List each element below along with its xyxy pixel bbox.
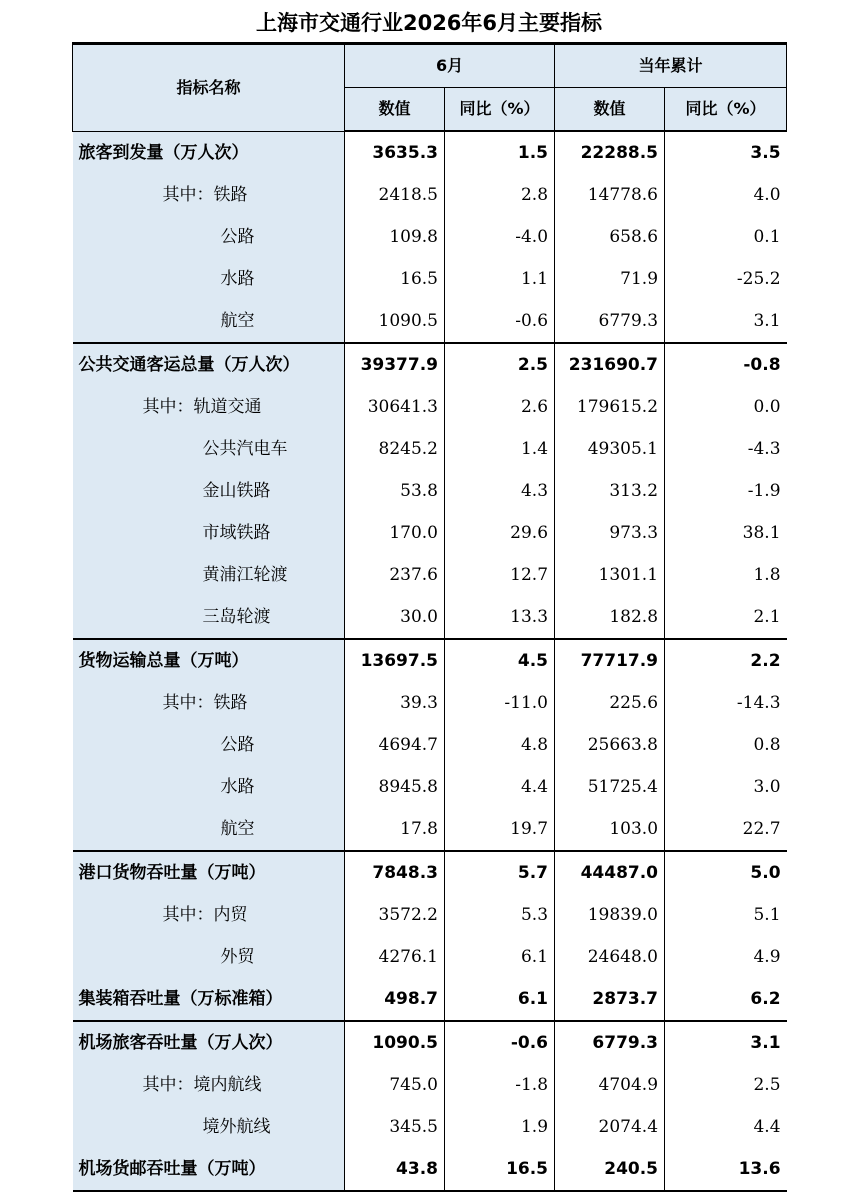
- table-row: [73, 300, 787, 343]
- month-yoy: 1.4: [445, 428, 555, 470]
- month-yoy: -4.0: [445, 216, 555, 258]
- header-ytd-yoy: 同比（%）: [665, 88, 787, 132]
- table-row: [73, 1148, 787, 1191]
- ytd-yoy: 3.5: [665, 131, 787, 174]
- ytd-value: 182.8: [555, 596, 665, 639]
- row-name: 境外航线: [73, 1106, 345, 1148]
- row-name: 航空: [73, 808, 345, 851]
- month-value: 4276.1: [345, 936, 445, 978]
- row-name: 其中：内贸: [73, 894, 345, 936]
- month-value: 7848.3: [345, 851, 445, 894]
- table-row: [73, 386, 787, 428]
- month-value: 1090.5: [345, 1021, 445, 1064]
- table-row: [73, 851, 787, 894]
- month-yoy: 2.6: [445, 386, 555, 428]
- ytd-yoy: 0.0: [665, 386, 787, 428]
- row-name: 公共交通客运总量（万人次）: [73, 343, 345, 386]
- table-row: [73, 174, 787, 216]
- month-value: 4694.7: [345, 724, 445, 766]
- row-name: 集装箱吞吐量（万标准箱）: [73, 978, 345, 1021]
- ytd-value: 973.3: [555, 512, 665, 554]
- month-yoy: 6.1: [445, 978, 555, 1021]
- header-month: 6月: [345, 44, 555, 88]
- table-row: [73, 978, 787, 1021]
- table-row: [73, 639, 787, 682]
- ytd-yoy: 0.1: [665, 216, 787, 258]
- header-month-yoy: 同比（%）: [445, 88, 555, 132]
- month-value: 43.8: [345, 1148, 445, 1191]
- ytd-yoy: 4.9: [665, 936, 787, 978]
- month-yoy: 12.7: [445, 554, 555, 596]
- ytd-yoy: 4.0: [665, 174, 787, 216]
- table-row: [73, 512, 787, 554]
- ytd-yoy: -1.9: [665, 470, 787, 512]
- ytd-yoy: -14.3: [665, 682, 787, 724]
- month-yoy: 2.8: [445, 174, 555, 216]
- month-value: 16.5: [345, 258, 445, 300]
- row-name: 水路: [73, 766, 345, 808]
- month-value: 498.7: [345, 978, 445, 1021]
- month-value: 17.8: [345, 808, 445, 851]
- ytd-value: 24648.0: [555, 936, 665, 978]
- month-value: 8945.8: [345, 766, 445, 808]
- month-value: 30641.3: [345, 386, 445, 428]
- month-value: 109.8: [345, 216, 445, 258]
- month-yoy: 16.5: [445, 1148, 555, 1191]
- ytd-value: 2873.7: [555, 978, 665, 1021]
- month-yoy: -0.6: [445, 300, 555, 343]
- month-value: 39.3: [345, 682, 445, 724]
- ytd-yoy: -0.8: [665, 343, 787, 386]
- ytd-value: 19839.0: [555, 894, 665, 936]
- ytd-yoy: 5.0: [665, 851, 787, 894]
- row-name: 公路: [73, 216, 345, 258]
- ytd-value: 44487.0: [555, 851, 665, 894]
- ytd-value: 240.5: [555, 1148, 665, 1191]
- row-name: 金山铁路: [73, 470, 345, 512]
- month-yoy: 1.1: [445, 258, 555, 300]
- indicators-table: [72, 42, 787, 1192]
- table-row: [73, 258, 787, 300]
- month-value: 13697.5: [345, 639, 445, 682]
- ytd-value: 71.9: [555, 258, 665, 300]
- page-title: 上海市交通行业2026年6月主要指标: [255, 11, 603, 35]
- header-month-value: 数值: [345, 88, 445, 132]
- row-name: 旅客到发量（万人次）: [73, 131, 345, 174]
- ytd-yoy: 3.1: [665, 300, 787, 343]
- row-name: 其中：轨道交通: [73, 386, 345, 428]
- table-row: [73, 808, 787, 851]
- month-yoy: 5.3: [445, 894, 555, 936]
- month-yoy: 19.7: [445, 808, 555, 851]
- ytd-value: 49305.1: [555, 428, 665, 470]
- table-row: [73, 554, 787, 596]
- ytd-value: 1301.1: [555, 554, 665, 596]
- month-value: 53.8: [345, 470, 445, 512]
- table-row: [73, 428, 787, 470]
- table-row: [73, 343, 787, 386]
- ytd-value: 103.0: [555, 808, 665, 851]
- table-row: [73, 131, 787, 174]
- ytd-value: 25663.8: [555, 724, 665, 766]
- month-value: 2418.5: [345, 174, 445, 216]
- table-row: [73, 894, 787, 936]
- ytd-yoy: 22.7: [665, 808, 787, 851]
- row-name: 黄浦江轮渡: [73, 554, 345, 596]
- ytd-value: 6779.3: [555, 300, 665, 343]
- ytd-yoy: 5.1: [665, 894, 787, 936]
- ytd-yoy: -25.2: [665, 258, 787, 300]
- ytd-yoy: 3.1: [665, 1021, 787, 1064]
- table-row: [73, 596, 787, 639]
- row-name: 市域铁路: [73, 512, 345, 554]
- ytd-value: 231690.7: [555, 343, 665, 386]
- row-name: 公共汽电车: [73, 428, 345, 470]
- month-value: 170.0: [345, 512, 445, 554]
- ytd-value: 6779.3: [555, 1021, 665, 1064]
- table-row: [73, 936, 787, 978]
- row-name: 外贸: [73, 936, 345, 978]
- month-yoy: 4.5: [445, 639, 555, 682]
- month-yoy: -11.0: [445, 682, 555, 724]
- row-name: 其中：铁路: [73, 174, 345, 216]
- table-row: [73, 1064, 787, 1106]
- ytd-yoy: 2.5: [665, 1064, 787, 1106]
- month-value: 3572.2: [345, 894, 445, 936]
- ytd-value: 22288.5: [555, 131, 665, 174]
- ytd-yoy: 1.8: [665, 554, 787, 596]
- table-row: [73, 1021, 787, 1064]
- header-indicator-name: 指标名称: [73, 44, 345, 132]
- month-value: 1090.5: [345, 300, 445, 343]
- month-yoy: 29.6: [445, 512, 555, 554]
- ytd-value: 4704.9: [555, 1064, 665, 1106]
- ytd-value: 2074.4: [555, 1106, 665, 1148]
- header-ytd-value: 数值: [555, 88, 665, 132]
- ytd-yoy: 3.0: [665, 766, 787, 808]
- month-value: 39377.9: [345, 343, 445, 386]
- table-row: [73, 682, 787, 724]
- row-name: 公路: [73, 724, 345, 766]
- ytd-yoy: 38.1: [665, 512, 787, 554]
- month-value: 30.0: [345, 596, 445, 639]
- month-yoy: 4.4: [445, 766, 555, 808]
- row-name: 货物运输总量（万吨）: [73, 639, 345, 682]
- row-name: 其中：铁路: [73, 682, 345, 724]
- month-value: 3635.3: [345, 131, 445, 174]
- ytd-value: 225.6: [555, 682, 665, 724]
- ytd-value: 14778.6: [555, 174, 665, 216]
- row-name: 航空: [73, 300, 345, 343]
- ytd-value: 77717.9: [555, 639, 665, 682]
- month-yoy: 5.7: [445, 851, 555, 894]
- ytd-value: 51725.4: [555, 766, 665, 808]
- ytd-yoy: 2.1: [665, 596, 787, 639]
- month-value: 745.0: [345, 1064, 445, 1106]
- month-yoy: 4.3: [445, 470, 555, 512]
- month-yoy: 2.5: [445, 343, 555, 386]
- month-value: 237.6: [345, 554, 445, 596]
- table-row: [73, 1106, 787, 1148]
- month-value: 345.5: [345, 1106, 445, 1148]
- row-name: 水路: [73, 258, 345, 300]
- ytd-yoy: 6.2: [665, 978, 787, 1021]
- ytd-yoy: 2.2: [665, 639, 787, 682]
- ytd-value: 658.6: [555, 216, 665, 258]
- month-yoy: -1.8: [445, 1064, 555, 1106]
- ytd-value: 313.2: [555, 470, 665, 512]
- row-name: 港口货物吞吐量（万吨）: [73, 851, 345, 894]
- ytd-value: 179615.2: [555, 386, 665, 428]
- table-row: [73, 216, 787, 258]
- month-yoy: 1.5: [445, 131, 555, 174]
- table-row: [73, 470, 787, 512]
- table-row: [73, 766, 787, 808]
- month-yoy: 4.8: [445, 724, 555, 766]
- ytd-yoy: 4.4: [665, 1106, 787, 1148]
- row-name: 机场旅客吞吐量（万人次）: [73, 1021, 345, 1064]
- row-name: 其中：境内航线: [73, 1064, 345, 1106]
- ytd-yoy: 0.8: [665, 724, 787, 766]
- row-name: 机场货邮吞吐量（万吨）: [73, 1148, 345, 1191]
- month-yoy: 1.9: [445, 1106, 555, 1148]
- ytd-yoy: 13.6: [665, 1148, 787, 1191]
- table-row: [73, 724, 787, 766]
- month-yoy: 13.3: [445, 596, 555, 639]
- month-value: 8245.2: [345, 428, 445, 470]
- month-yoy: 6.1: [445, 936, 555, 978]
- month-yoy: -0.6: [445, 1021, 555, 1064]
- header-ytd: 当年累计: [555, 44, 787, 88]
- row-name: 三岛轮渡: [73, 596, 345, 639]
- ytd-yoy: -4.3: [665, 428, 787, 470]
